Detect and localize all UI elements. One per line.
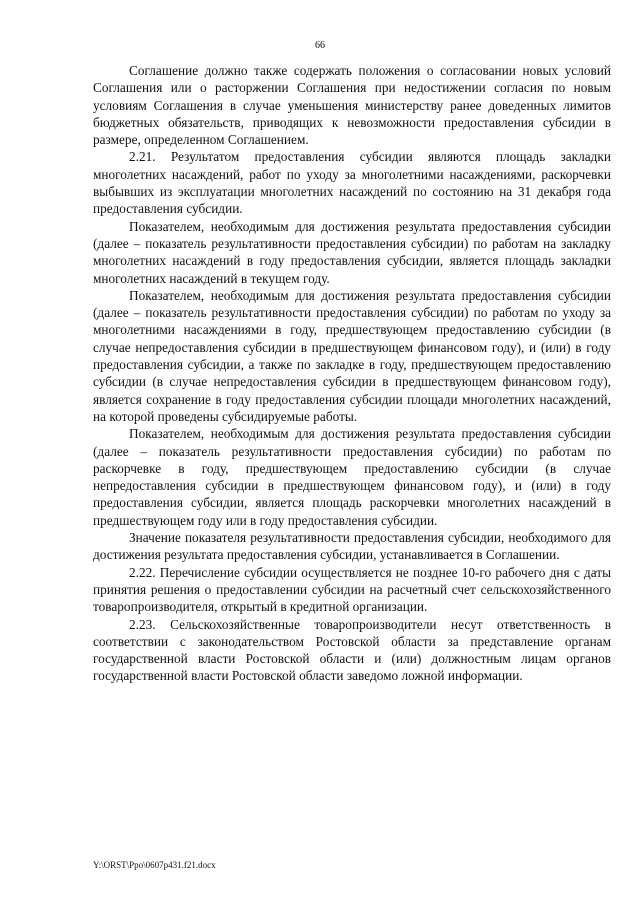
paragraph-2-22-transfer: 2.22. Перечисление субсидии осуществляется не позднее 10-го рабочего дня с даты принятия решения о предоставлении субсидии на расчетный счет сельскохозяйственного товаропроизводителя, открытый в кредитной организации. [93,564,611,615]
paragraph-2-21-result: 2.21. Результатом предоставления субсидии являются площадь закладки многолетних насаждений, работ по уходу за многолетними насаждениями, раскорчевки выбывших из эксплуатации многолетних насаждений по состоянию на 31 декабря года предоставления субсидии. [93,149,611,217]
paragraph-indicator-care: Показателем, необходимым для достижения результата предоставления субсидии (далее – показатель результативности предоставления субсидии) по работам по уходу за многолетними насаждениями в году, предшествующем предоставлению субсидии (в случае непредоставления субсидии в предшествующем финансовом году), и (или) в году предоставления субсидии, а также по закладке в году, предшествующем предоставлению субсидии (в случае непредоставления субсидии в предшествующем финансовом году), является сохранение в году предоставления субсидии площади многолетних насаждений, на которой проведены субсидируемые работы. [93,287,611,424]
footer-file-path: Y:\ORST\Ppo\0607p431.f21.docx [93,860,216,870]
page-number: 66 [315,40,325,51]
paragraph-2-23-responsibility: 2.23. Сельскохозяйственные товаропроизводители несут ответственность в соответствии с законодательством Ростовской области за представление органам государственной власти Ростовской области и (или) должностным лицам органов государственной власти Ростовской области заведомо ложной информации. [93,616,611,684]
paragraph-indicator-uprooting: Показателем, необходимым для достижения результата предоставления субсидии (далее – показатель результативности предоставления субсидии) по работам по раскорчевке в году, предшествующем предоставлению субсидии (в случае непредоставления субсидии в предшествующем финансовом году), и (или) в году предоставления субсидии, является площадь раскорчевки многолетних насаждений в предшествующем году или в году предоставления субсидии. [93,426,611,528]
paragraph-indicator-value: Значение показателя результативности предоставления субсидии, необходимого для достижения результата предоставления субсидии, устанавливается в Соглашении. [93,530,611,563]
paragraph-indicator-planting: Показателем, необходимым для достижения результата предоставления субсидии (далее – показатель результативности предоставления субсидии) по работам на закладку многолетних насаждений в году предоставления субсидии, является площадь закладки многолетних насаждений в текущем году. [93,218,611,286]
document-body [93,62,611,685]
paragraph-agreement-conditions: Соглашение должно также содержать положения о согласовании новых условий Соглашения или о расторжении Соглашения при недостижении согласия по новым условиям Соглашения в случае уменьшения министерству ранее доведенных лимитов бюджетных обязательств, приводящих к невозможности предоставления субсидии в размере, определенном Соглашением. [93,63,611,148]
